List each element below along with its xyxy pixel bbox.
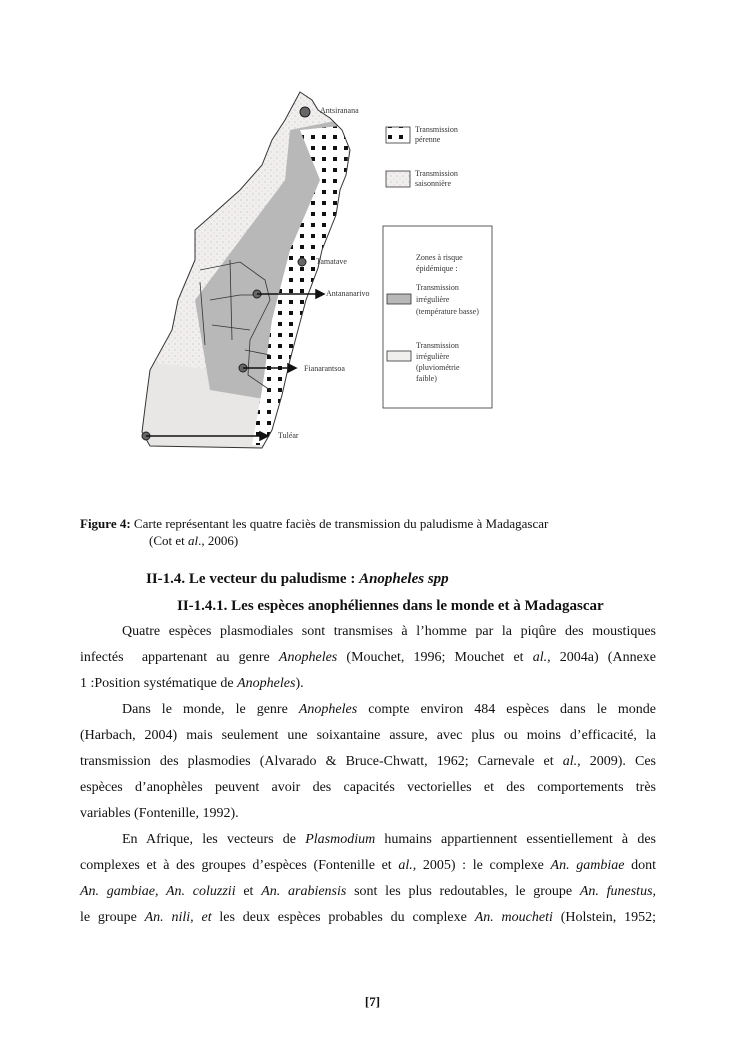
body-line (80, 752, 656, 772)
text: (Harbach, 2004) mais seulement une soixantaine assure, avec plus ou moins d’efficacité, la (80, 728, 656, 743)
italic-text: Anopheles (278, 650, 338, 665)
text: ). (295, 676, 304, 691)
legend-text: Transmission (415, 169, 458, 178)
page-number: [7] (364, 994, 381, 1009)
city-label-fianarantsoa: Fianarantsoa (304, 364, 345, 373)
legend-text: saisonnière (415, 179, 451, 188)
legend-text: épidémique : (416, 264, 458, 273)
subsection-heading: II-1.4.1. Les espèces anophéliennes dans le monde et à Madagascar (177, 598, 604, 614)
caption-text: Carte représentant les quatre faciès de transmission du paludisme à Madagascar (130, 516, 549, 531)
map-zones (130, 85, 370, 460)
text: le groupe (80, 910, 145, 925)
section-heading (146, 571, 449, 588)
text: dont (624, 858, 657, 873)
city-label-tulear: Tuléar (278, 431, 299, 440)
text: variables (Fontenille, 1992). (80, 806, 239, 821)
legend-text: Zones à risque (416, 253, 463, 262)
italic-text: An. gambiae (550, 858, 625, 873)
legend-box-title (416, 252, 463, 274)
body-line (80, 882, 656, 902)
body-line (80, 908, 656, 928)
text: infectés appartenant au genre (80, 650, 279, 665)
city-label-tamatave: Tamatave (316, 257, 347, 266)
italic-text: , (504, 884, 508, 899)
body-line (122, 700, 656, 720)
legend-pluviometrie (416, 340, 460, 384)
legend-text: irrégulière (416, 295, 450, 304)
body-line (80, 726, 656, 746)
text: complexes et à des groupes d’espèces (Fontenille et (80, 858, 399, 873)
text: (Holstein, 1952; (552, 910, 657, 925)
legend-text: (température basse) (416, 307, 479, 316)
body-line (80, 648, 656, 668)
text: les deux espèces probables du complexe (211, 910, 475, 925)
legend-perenne (415, 125, 458, 145)
legend-text: Transmission (416, 283, 459, 292)
text: espèces d’anophèles peuvent avoir des capacités vectorielles et des comportements très (80, 780, 656, 795)
body-line (80, 674, 656, 694)
figure-label: Figure 4: (80, 516, 131, 531)
italic-text: al., (562, 754, 581, 769)
body-line (122, 830, 656, 850)
italic-text: al., (532, 650, 551, 665)
legend-text: faible) (416, 374, 437, 383)
legend-saisonniere (415, 169, 458, 189)
text: humains appartiennent essentiellement à des (375, 832, 656, 847)
legend-text: Transmission (416, 341, 459, 350)
caption-cite: (Cot et (149, 533, 188, 548)
italic-text: Anopheles (298, 702, 358, 717)
italic-text: An. arabiensis (261, 884, 347, 899)
caption-cite-end: ., 2006) (198, 533, 239, 548)
body-line (80, 856, 656, 876)
body-line (80, 778, 656, 798)
caption-cite-italic: al (188, 533, 199, 548)
text: compte environ 484 espèces dans le monde (357, 702, 656, 717)
text: sont les plus redoutables (346, 884, 505, 899)
text: Quatre espèces plasmodiales sont transmises à l’homme par la piqûre des moustiques (122, 624, 656, 639)
italic-text: Plasmodium (305, 832, 376, 847)
italic-text: An. nili, et (144, 910, 212, 925)
text: 2009). Ces (580, 754, 656, 769)
city-label-antananarivo: Antananarivo (326, 289, 370, 298)
body-line (80, 804, 656, 824)
italic-text: An. gambiae, An. coluzzii (80, 884, 236, 899)
legend-text: pérenne (415, 135, 441, 144)
text: 1 :Position systématique de (80, 676, 238, 691)
text: et (235, 884, 262, 899)
text: transmission des plasmodies (Alvarado & Bruce-Chwatt, 1962; Carnevale et (80, 754, 563, 769)
legend-temperature-basse (416, 282, 479, 318)
heading-italic: Anopheles spp (359, 571, 449, 587)
italic-text: al., (398, 858, 417, 873)
text: En Afrique, les vecteurs de (122, 832, 306, 847)
madagascar-malaria-map (0, 0, 745, 460)
legend-text: irrégulière (416, 352, 450, 361)
heading-text: II-1.4. Le vecteur du paludisme : (146, 571, 360, 587)
legend-text: Transmission (415, 125, 458, 134)
text: le groupe (507, 884, 580, 899)
italic-text: Anopheles (237, 676, 296, 691)
text: 2004a) (Annexe (550, 650, 656, 665)
text: Dans le monde, le genre (122, 702, 299, 717)
text: (Mouchet, 1996; Mouchet et (337, 650, 533, 665)
figure-caption (80, 515, 548, 549)
text: 2005) : le complexe (416, 858, 551, 873)
italic-text: An. funestus, (579, 884, 657, 899)
city-label-antsiranana: Antsiranana (320, 106, 359, 115)
italic-text: An. moucheti (474, 910, 553, 925)
body-line (122, 622, 656, 642)
legend-text: (pluviométrie (416, 363, 460, 372)
